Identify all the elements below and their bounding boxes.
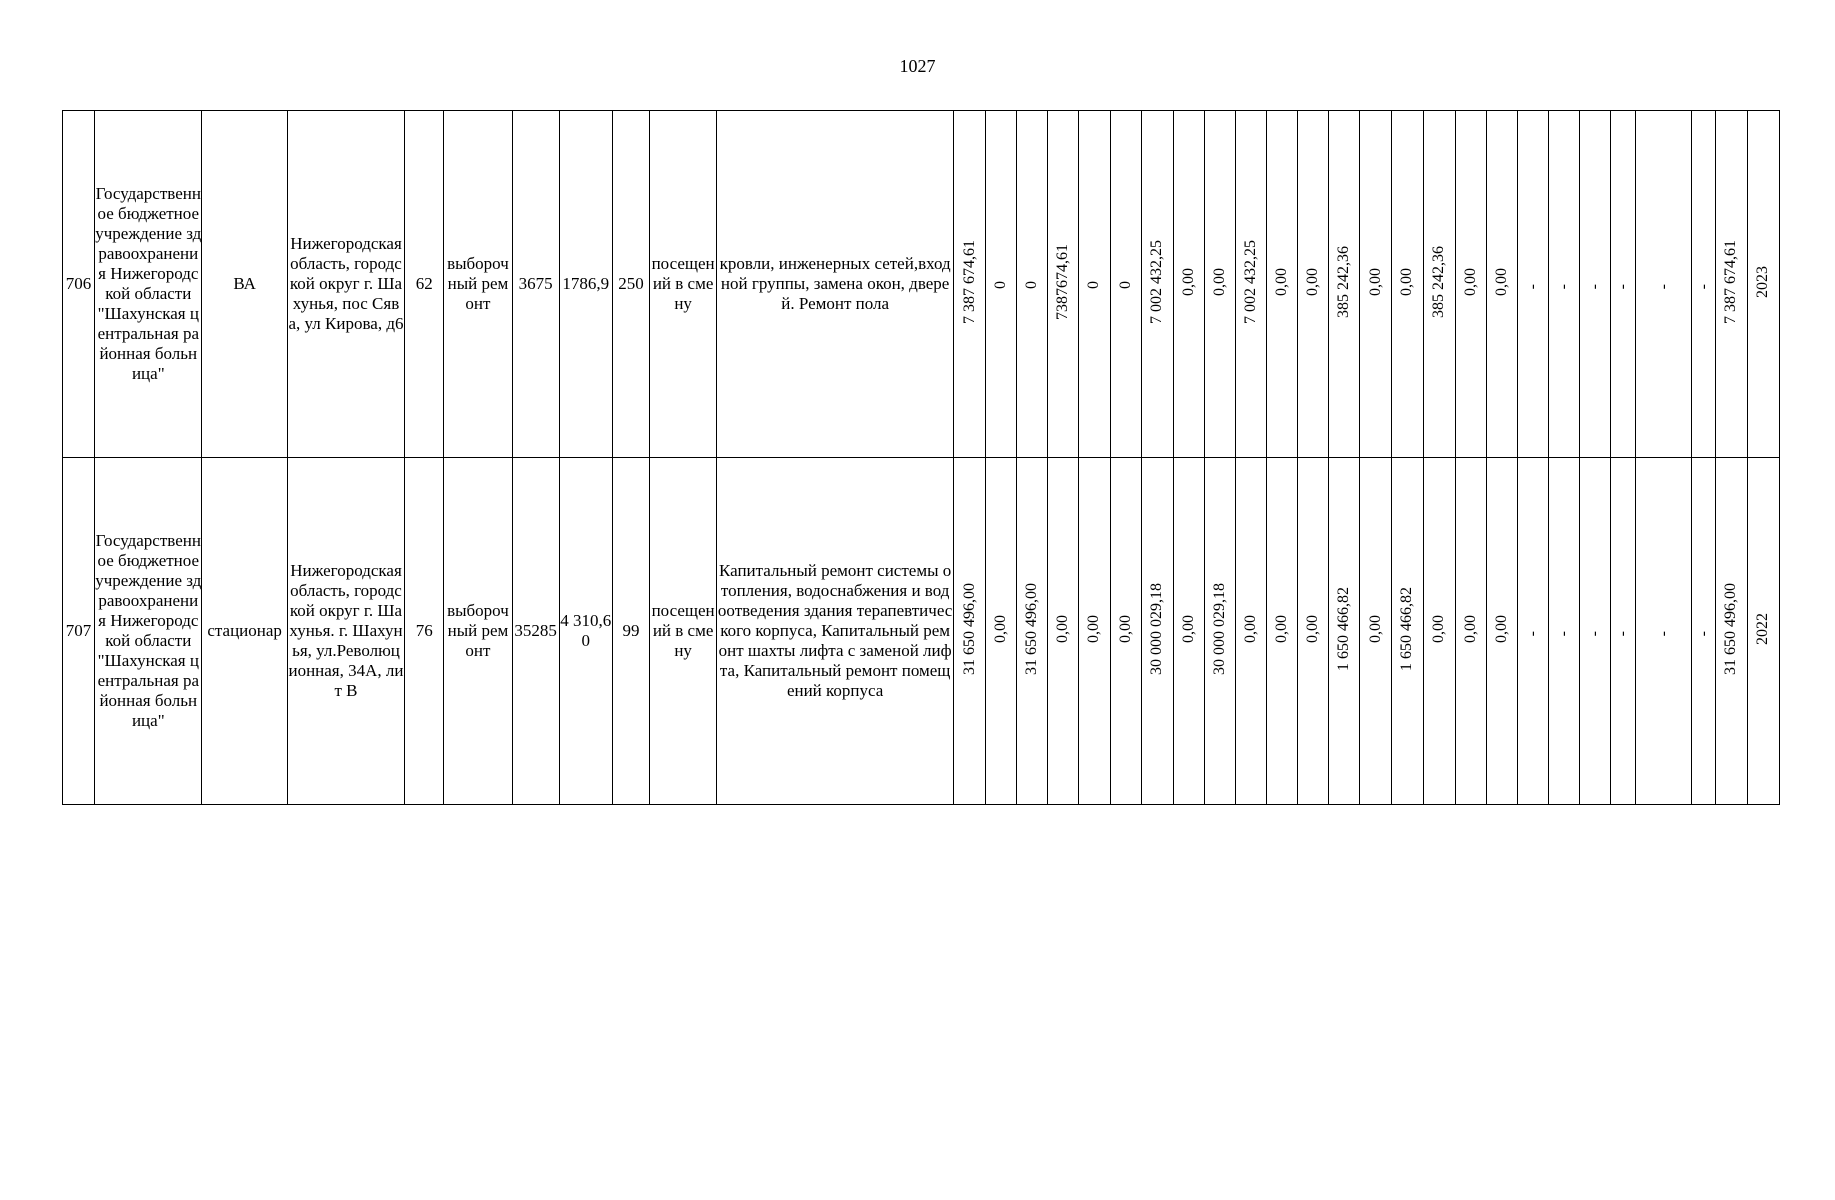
amount-value: - — [1614, 630, 1632, 636]
amount-cell — [1716, 111, 1747, 458]
amount-cell — [986, 458, 1017, 805]
amount-value: 0,00 — [1054, 614, 1072, 643]
amount-cell — [1486, 111, 1517, 458]
amount-value: 0,00 — [1492, 267, 1510, 296]
area-cell: 4 310,60 — [559, 458, 612, 805]
amount-cell — [1329, 111, 1360, 458]
amount-value: 0 — [1116, 281, 1134, 289]
amount-cell — [1517, 458, 1548, 805]
repair-type-cell: выборочный ремонт — [444, 458, 512, 805]
amount-value: - — [1554, 630, 1572, 636]
amount-cell — [1017, 111, 1048, 458]
amount-value: 0,00 — [1085, 614, 1103, 643]
amount-value: 7387674,61 — [1054, 243, 1072, 320]
amount-cell — [1716, 458, 1747, 805]
amount-value: - — [1586, 630, 1604, 636]
amount-cell — [1204, 458, 1235, 805]
amount-value: - — [1694, 630, 1712, 636]
amount-value: - — [1614, 283, 1632, 289]
amount-cell — [1048, 458, 1079, 805]
amount-value: 1 650 466,82 — [1335, 586, 1353, 671]
amount-cell — [1692, 458, 1716, 805]
amount-value: 385 242,36 — [1335, 245, 1353, 318]
amount-cell — [1611, 111, 1636, 458]
unit-cell: посещений в смену — [650, 111, 717, 458]
amount-value: 0,00 — [1366, 614, 1384, 643]
amount-cell — [1360, 458, 1392, 805]
registry-table — [62, 110, 1780, 805]
amount-value: 0,00 — [1430, 614, 1448, 643]
amount-value: 0,00 — [1366, 267, 1384, 296]
amount-cell — [1267, 111, 1298, 458]
amount-value: 0,00 — [992, 614, 1010, 643]
amount-cell — [1298, 458, 1329, 805]
amount-value: 31 650 496,00 — [1722, 582, 1740, 675]
value-cell-6: 35285 — [512, 458, 559, 805]
amount-value: - — [1654, 283, 1672, 289]
amount-cell — [1079, 458, 1110, 805]
amount-cell — [1329, 458, 1360, 805]
amount-value: - — [1523, 283, 1541, 289]
organization-cell: Государственное бюджетное учреждение здравоохранения Нижегородской области "Шахунская центральная районная больница" — [95, 111, 202, 458]
amount-value: 0 — [992, 281, 1010, 289]
amount-value: 7 002 432,25 — [1241, 239, 1259, 324]
amount-value: - — [1694, 283, 1712, 289]
amount-cell — [1173, 458, 1204, 805]
table-row — [63, 111, 1780, 458]
amount-cell — [1611, 458, 1636, 805]
work-description-cell: Капитальный ремонт системы отопления, водоснабжения и водоотведения здания терапевтического корпуса, Капитальный ремонт шахты лифта с заменой лифта, Капитальный ремонт помещений корпуса — [717, 458, 954, 805]
amount-cell — [1392, 458, 1423, 805]
power-cell: 99 — [612, 458, 649, 805]
amount-cell — [1267, 458, 1298, 805]
organization-cell: Государственное бюджетное учреждение здравоохранения Нижегородской области "Шахунская центральная районная больница" — [95, 458, 202, 805]
amount-value: 0,00 — [1461, 614, 1479, 643]
amount-cell — [1455, 458, 1486, 805]
amount-cell — [1141, 111, 1173, 458]
amount-value: 385 242,36 — [1430, 245, 1448, 318]
object-type-cell: ВА — [202, 111, 287, 458]
amount-value: 0 — [1023, 281, 1041, 289]
amount-cell — [1110, 111, 1141, 458]
amount-cell — [1423, 111, 1455, 458]
amount-value: 0,00 — [1304, 614, 1322, 643]
amount-cell — [1235, 458, 1266, 805]
amount-cell — [1548, 458, 1579, 805]
page-number: 1027 — [899, 56, 936, 76]
amount-value: 0,00 — [1398, 267, 1416, 296]
amount-cell — [954, 458, 986, 805]
amount-value: 2023 — [1754, 265, 1772, 298]
amount-cell — [1579, 458, 1610, 805]
row-number-cell: 706 — [63, 111, 95, 458]
amount-value: 7 387 674,61 — [1722, 239, 1740, 324]
amount-cell — [1747, 111, 1779, 458]
amount-cell — [1579, 111, 1610, 458]
amount-value: 0,00 — [1116, 614, 1134, 643]
amount-cell — [1110, 458, 1141, 805]
amount-cell — [1636, 458, 1692, 805]
capacity-cell: 62 — [405, 111, 444, 458]
power-cell: 250 — [612, 111, 649, 458]
table-row — [63, 458, 1780, 805]
row-number-cell: 707 — [63, 458, 95, 805]
amount-cell — [1173, 111, 1204, 458]
amount-value: - — [1523, 630, 1541, 636]
amount-value: 0,00 — [1179, 614, 1197, 643]
amount-cell — [1392, 111, 1423, 458]
amount-value: 0,00 — [1273, 267, 1291, 296]
amount-cell — [1017, 458, 1048, 805]
amount-cell — [1455, 111, 1486, 458]
amount-value: 30 000 029,18 — [1210, 582, 1228, 675]
amount-value: 0,00 — [1304, 267, 1322, 296]
amount-value: 31 650 496,00 — [1023, 582, 1041, 675]
amount-cell — [1636, 111, 1692, 458]
amount-value: 7 387 674,61 — [960, 239, 978, 324]
repair-type-cell: выборочный ремонт — [444, 111, 512, 458]
amount-cell — [1141, 458, 1173, 805]
amount-cell — [986, 111, 1017, 458]
amount-value: 31 650 496,00 — [960, 582, 978, 675]
amount-cell — [954, 111, 986, 458]
value-cell-6: 3675 — [512, 111, 559, 458]
amount-value: - — [1654, 630, 1672, 636]
amount-cell — [1298, 111, 1329, 458]
address-cell: Нижегородская область, городской округ г. Шахунья, пос Сява, ул Кирова, д6 — [287, 111, 404, 458]
amount-value: 30 000 029,18 — [1148, 582, 1166, 675]
amount-value: 0,00 — [1492, 614, 1510, 643]
amount-cell — [1692, 111, 1716, 458]
amount-value: 0,00 — [1210, 267, 1228, 296]
amount-cell — [1423, 458, 1455, 805]
amount-value: 0,00 — [1461, 267, 1479, 296]
amount-cell — [1548, 111, 1579, 458]
amount-cell — [1235, 111, 1266, 458]
capacity-cell: 76 — [405, 458, 444, 805]
amount-value: - — [1554, 283, 1572, 289]
amount-cell — [1204, 111, 1235, 458]
amount-cell — [1486, 458, 1517, 805]
amount-value: 0,00 — [1179, 267, 1197, 296]
amount-value: 2022 — [1754, 612, 1772, 645]
object-type-cell: стационар — [202, 458, 287, 805]
amount-cell — [1079, 111, 1110, 458]
unit-cell: посещений в смену — [650, 458, 717, 805]
amount-value: 0,00 — [1241, 614, 1259, 643]
address-cell: Нижегородская область, городской округ г. Шахунья. г. Шахунья, ул.Революционная, 34А, лит В — [287, 458, 404, 805]
work-description-cell: кровли, инженерных сетей,входной группы, замена окон, дверей. Ремонт пола — [717, 111, 954, 458]
amount-cell — [1747, 458, 1779, 805]
amount-value: 0 — [1085, 281, 1103, 289]
amount-cell — [1517, 111, 1548, 458]
amount-value: 7 002 432,25 — [1148, 239, 1166, 324]
amount-value: 0,00 — [1273, 614, 1291, 643]
area-cell: 1786,9 — [559, 111, 612, 458]
amount-value: 1 650 466,82 — [1398, 586, 1416, 671]
amount-cell — [1360, 111, 1392, 458]
amount-value: - — [1586, 283, 1604, 289]
amount-cell — [1048, 111, 1079, 458]
